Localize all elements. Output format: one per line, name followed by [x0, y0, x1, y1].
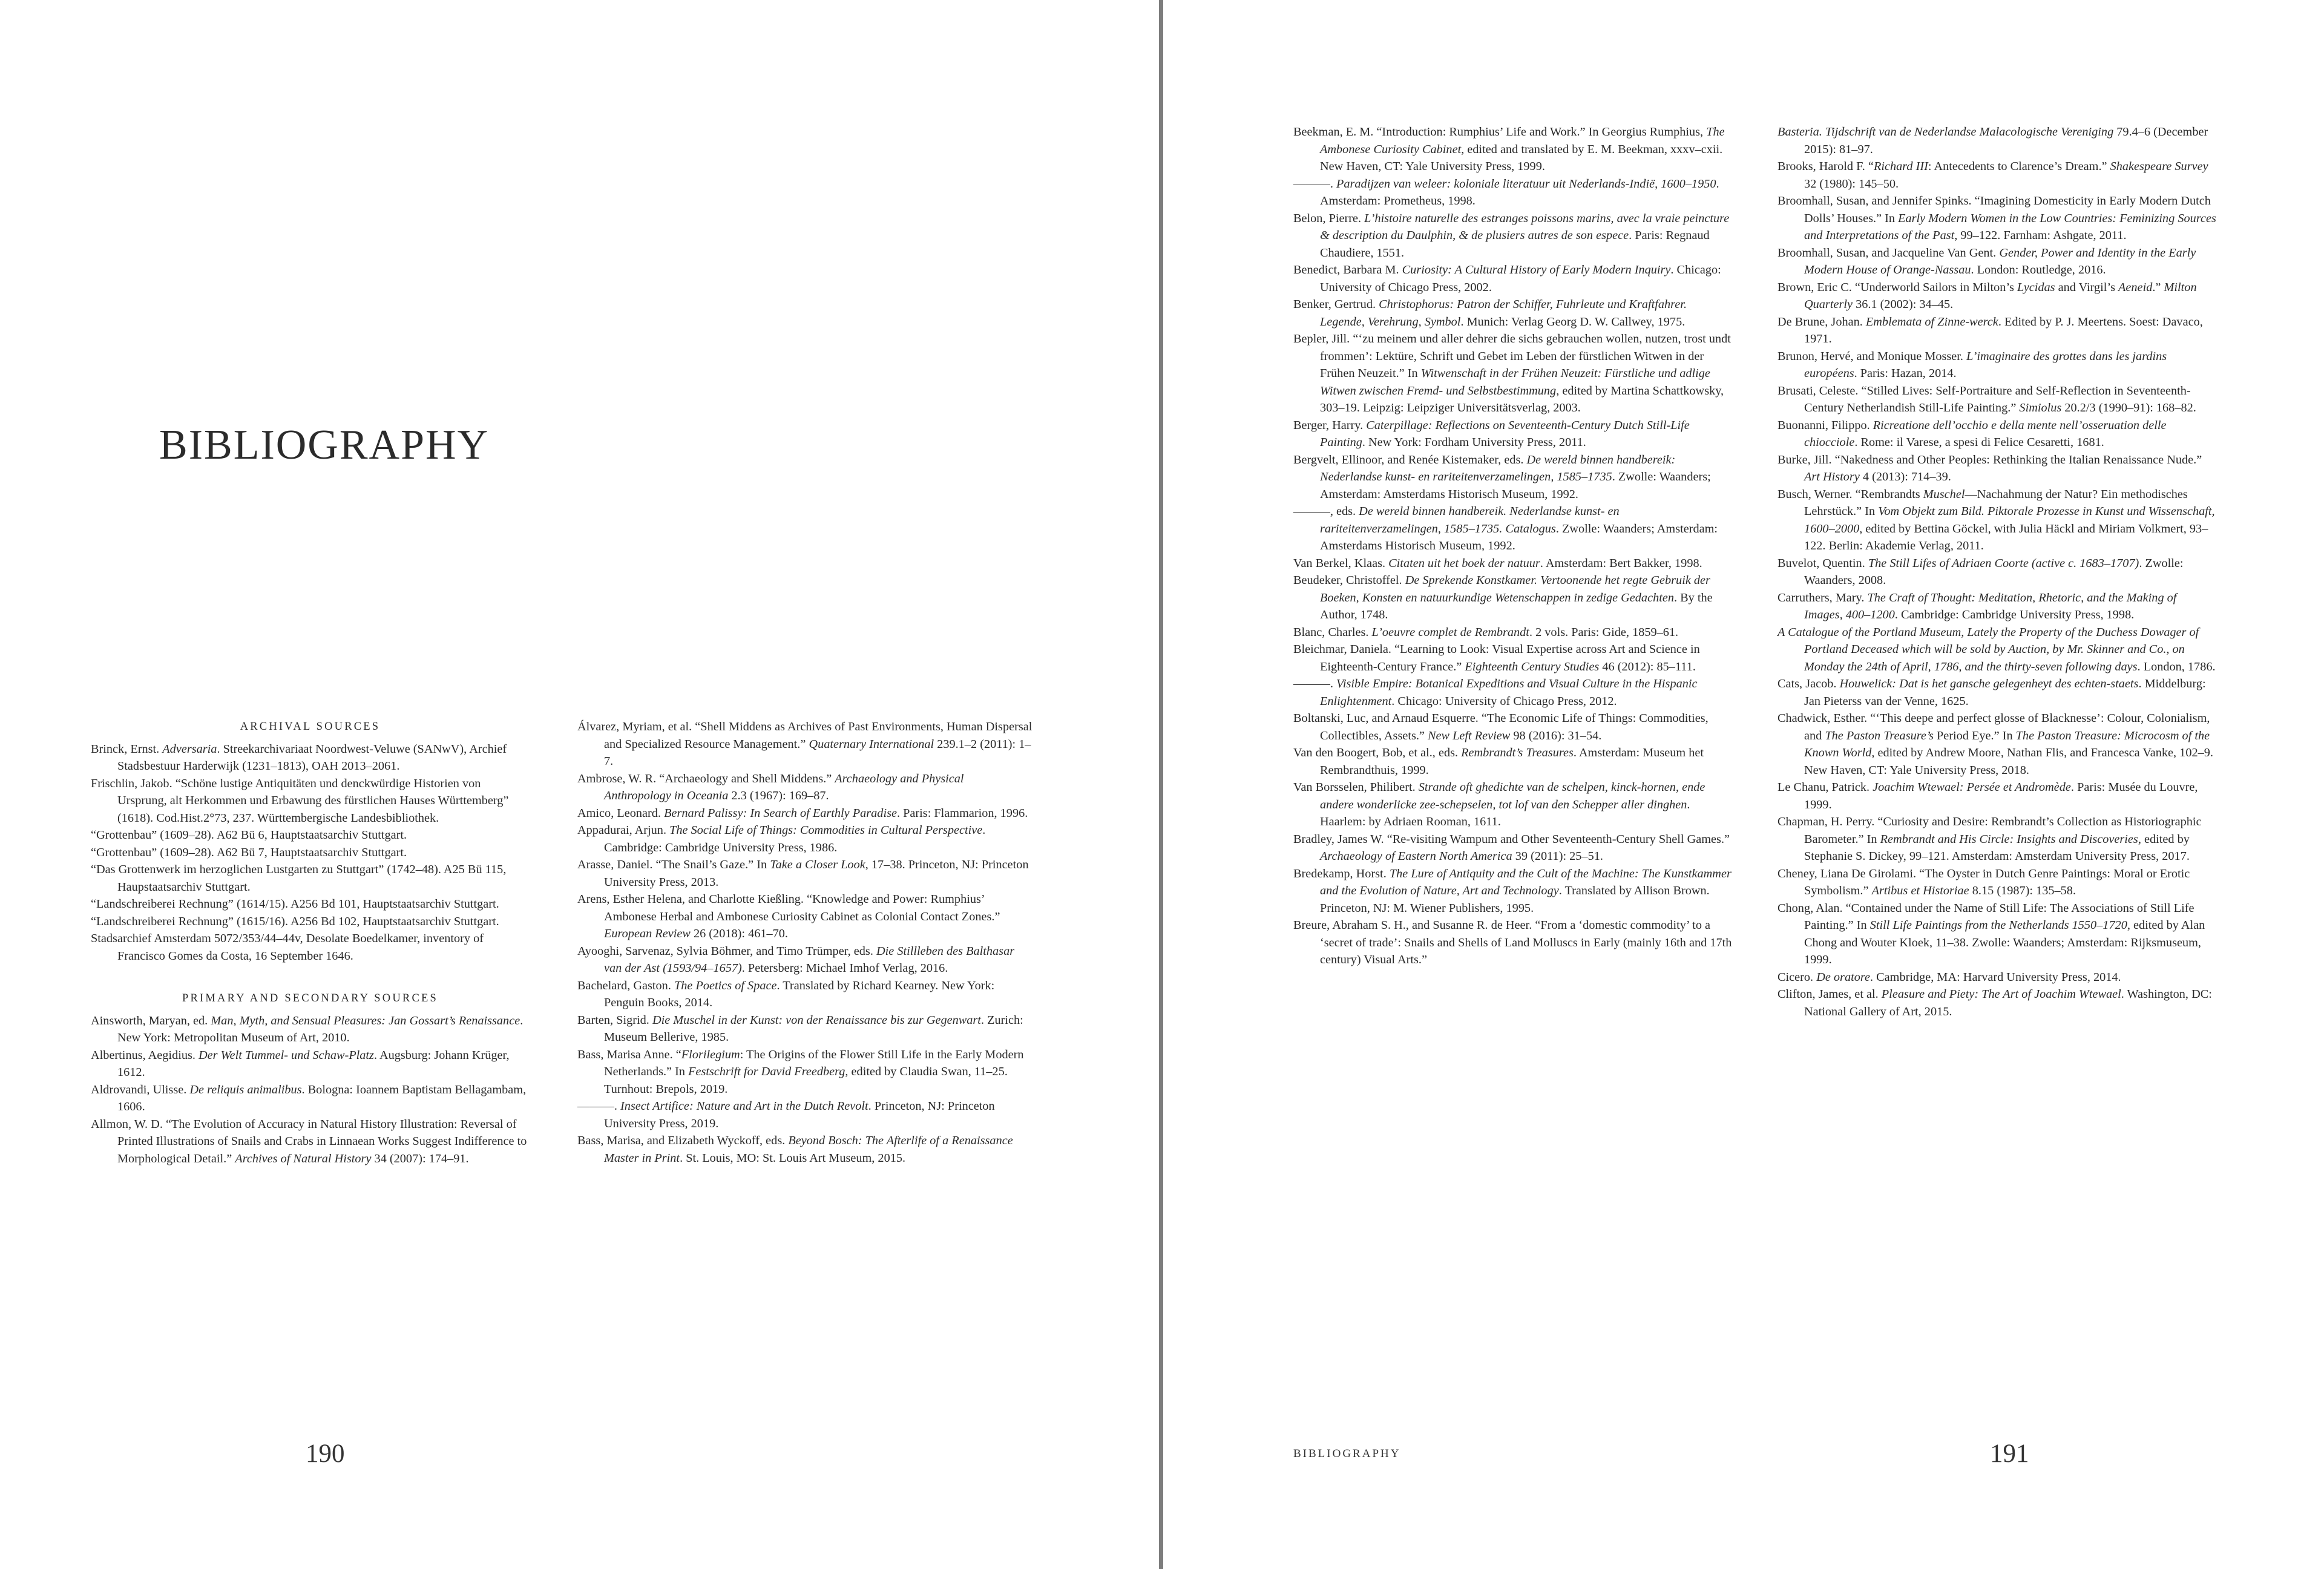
bibliography-entry: Albertinus, Aegidius. Der Welt Tummel- und Schaw-Platz. Augsburg: Johann Krüger, 1612.: [91, 1048, 510, 1079]
bibliography-entry: Chadwick, Esther. “‘This deepe and perfect glosse of Blacknesse’: Colour, Colonialism, and The Paston Treasure’s Period Eye.” In The Paston Treasure: Microcosm of the Known World, edited by Andrew Moore, Nathan Flis, and Francesca Vanke, 102–9. New Haven, CT: Yale University Press, 2018.: [1777, 712, 2213, 777]
bibliography-entry: Van Berkel, Klaas. Citaten uit het boek der natuur. Amsterdam: Bert Bakker, 1998.: [1293, 556, 1702, 570]
left-column-1: [91, 718, 530, 1167]
gutter: [1159, 0, 1163, 1569]
bibliography-entry: “Grottenbau” (1609–28). A62 Bü 6, Hauptstaatsarchiv Stuttgart.: [91, 828, 407, 842]
left-page: [0, 0, 1159, 1569]
bibliography-entry: Boltanski, Luc, and Arnaud Esquerre. “The Economic Life of Things: Commodities, Collectibles, Assets.” New Left Review 98 (2016): 31–54.: [1293, 712, 1709, 742]
bibliography-entry: A Catalogue of the Portland Museum, Lately the Property of the Duchess Dowager of Portland Deceased which will be sold by Auction, by Mr. Skinner and Co., on Monday the 24th of April, 1786, and the thirty-seven following days. London, 1786.: [1777, 625, 2216, 673]
bibliography-entry: Basteria. Tijdschrift van de Nederlandse Malacologische Vereniging 79.4–6 (December 2015): 81–97.: [1777, 125, 2208, 156]
bibliography-entry: Beekman, E. M. “Introduction: Rumphius’ Life and Work.” In Georgius Rumphius, The Ambonese Curiosity Cabinet, edited and translated by E. M. Beekman, xxxv–cxii. New Haven, CT: Yale University Press, 1999.: [1293, 125, 1725, 173]
bibliography-entry: Benker, Gertrud. Christophorus: Patron der Schiffer, Fuhrleute und Kraftfahrer. Legende, Verehrung, Symbol. Munich: Verlag Georg D. W. Callwey, 1975.: [1293, 298, 1687, 329]
bibliography-entry: Berger, Harry. Caterpillage: Reflections on Seventeenth-Century Dutch Still-Life Painting. New York: Fordham University Press, 2011.: [1293, 418, 1690, 449]
bibliography-entry: Cicero. De oratore. Cambridge, MA: Harvard University Press, 2014.: [1777, 970, 2121, 984]
bibliography-entry: Brown, Eric C. “Underworld Sailors in Milton’s Lycidas and Virgil’s Aeneid.” Milton Quarterly 36.1 (2002): 34–45.: [1777, 280, 2197, 311]
bibliography-entry: “Landschreiberei Rechnung” (1614/15). A256 Bd 101, Hauptstaatsarchiv Stuttgart.: [91, 897, 499, 911]
bibliography-entry: Breure, Abraham S. H., and Susanne R. de Heer. “From a ‘domestic commodity’ to a ‘secret of trade’: Snails and Shells of Land Molluscs in Early (mainly 16th and 17th century) Visual Arts.”: [1293, 919, 1732, 966]
bibliography-entry: Cats, Jacob. Houwelick: Dat is het gansche gelegenheyt des echten-staets. Middelburg: Jan Pieterss van der Venne, 1625.: [1777, 677, 2206, 708]
bibliography-entry: Bradley, James W. “Re-visiting Wampum and Other Seventeenth-Century Shell Games.” Archaeology of Eastern North America 39 (2011): 25–51.: [1293, 832, 1730, 863]
bibliography-entry: Barten, Sigrid. Die Muschel in der Kunst: von der Renaissance bis zur Gegenwart. Zurich: Museum Bellerive, 1985.: [577, 1013, 1023, 1044]
bibliography-entry: Brusati, Celeste. “Stilled Lives: Self-Portraiture and Self-Reflection in Seventeenth-Century Netherlandish Still-Life Painting.” Simiolus 20.2/3 (1990–91): 168–82.: [1777, 384, 2196, 414]
right-column2-entries: [1777, 123, 2217, 1020]
archival-entries: [91, 741, 530, 965]
bibliography-entry: Busch, Werner. “Rembrandts Muschel—Nachahmung der Natur? Ein methodisches Lehrstück.” In Vom Objekt zum Bild. Piktorale Prozesse in Kunst und Wissenschaft, 1600–2000, edited by Bettina Göckel, with Julia Häckl and Miriam Volkmert, 93–122. Berlin: Akademie Verlag, 2011.: [1777, 487, 2215, 552]
right-page: [1163, 0, 2324, 1569]
bibliography-entry: Brunon, Hervé, and Monique Mosser. L’imaginaire des grottes dans les jardins européens. Paris: Hazan, 2014.: [1777, 349, 2167, 380]
bibliography-entry: Van den Boogert, Bob, et al., eds. Rembrandt’s Treasures. Amsterdam: Museum het Rembrandthuis, 1999.: [1293, 746, 1704, 777]
bibliography-entry: Buonanni, Filippo. Ricreatione dell’occhio e della mente nell’osseruation delle chiocciole. Rome: il Varese, a spesi di Felice Cesaretti, 1681.: [1777, 418, 2167, 449]
bibliography-entry: Van Borsselen, Philibert. Strande oft ghedichte van de schelpen, kinck-hornen, ende andere wonderlicke zee-schepselen, tot lof van den Schepper aller dinghen. Haarlem: by Adriaen Rooman, 1611.: [1293, 781, 1705, 828]
bibliography-entry: Allmon, W. D. “The Evolution of Accuracy in Natural History Illustration: Reversal of Printed Illustrations of Snails and Crabs in Linnaean Works Suggest Indifference to Morphological Detail.” Archives of Natural History 34 (2007): 174–91.: [91, 1117, 527, 1165]
right-column-2: [1777, 123, 2217, 1020]
bibliography-entry: Arens, Esther Helena, and Charlotte Kießling. “Knowledge and Power: Rumphius’ Ambonese Herbal and Ambonese Curiosity Cabinet as Colonial Contact Zones.” European Review 26 (2018): 461–70.: [577, 893, 1000, 940]
bibliography-entry: ———, eds. De wereld binnen handbereik. Nederlandse kunst- en rariteitenverzamelingen, 1585–1735. Catalogus. Zwolle: Waanders; Amsterdam: Amsterdams Historisch Museum, 1992.: [1293, 505, 1718, 552]
bibliography-entry: Blanc, Charles. L’oeuvre complet de Rembrandt. 2 vols. Paris: Gide, 1859–61.: [1293, 625, 1679, 639]
bibliography-entry: Broomhall, Susan, and Jennifer Spinks. “Imagining Domesticity in Early Modern Dutch Dolls’ Houses.” In Early Modern Women in the Low Countries: Feminizing Sources and Interpretations of the Past, 99–122. Farnham: Ashgate, 2011.: [1777, 194, 2216, 242]
bibliography-entry: “Das Grottenwerk im herzoglichen Lustgarten zu Stuttgart” (1742–48). A25 Bü 115, Haupstaatsarchiv Stuttgart.: [91, 863, 507, 894]
primary-entries: [91, 1012, 530, 1168]
bibliography-entry: Bass, Marisa Anne. “Florilegium: The Origins of the Flower Still Life in the Early Modern Netherlands.” In Festschrift for David Freedberg, edited by Claudia Swan, 11–25. Turnhout: Brepols, 2019.: [577, 1047, 1024, 1096]
bibliography-entry: Bergvelt, Ellinoor, and Renée Kistemaker, eds. De wereld binnen handbereik: Nederlandse kunst- en rariteitenverzamelingen, 1585–1735. Zwolle: Waanders; Amsterdam: Amsterdams Historisch Museum, 1992.: [1293, 453, 1711, 501]
page-number-right: 191: [1990, 1440, 2029, 1468]
bibliography-entry: Appadurai, Arjun. The Social Life of Things: Commodities in Cultural Perspective. Cambridge: Cambridge University Press, 1986.: [577, 824, 986, 854]
bibliography-entry: Chapman, H. Perry. “Curiosity and Desire: Rembrandt’s Collection as Historiographic Barometer.” In Rembrandt and His Circle: Insights and Discoveries, edited by Stephanie S. Dickey, 99–121. Amsterdam: Amsterdam University Press, 2017.: [1777, 815, 2202, 863]
bibliography-entry: Amico, Leonard. Bernard Palissy: In Search of Earthly Paradise. Paris: Flammarion, 1996.: [577, 806, 1028, 820]
page-number-left: 190: [306, 1440, 345, 1468]
bibliography-entry: Brinck, Ernst. Adversaria. Streekarchivariaat Noordwest-Veluwe (SANwV), Archief Stadsbestuur Harderwijk (1231–1813), OAH 2013–2061.: [91, 742, 507, 773]
bibliography-entry: ———. Paradijzen van weleer: koloniale literatuur uit Nederlands-Indië, 1600–1950. Amsterdam: Prometheus, 1998.: [1293, 177, 1719, 208]
running-head: BIBLIOGRAPHY: [1293, 1447, 1401, 1460]
bibliography-entry: Burke, Jill. “Nakedness and Other Peoples: Rethinking the Italian Renaissance Nude.” Art History 4 (2013): 714–39.: [1777, 453, 2202, 483]
bibliography-entry: Benedict, Barbara M. Curiosity: A Cultural History of Early Modern Inquiry. Chicago: University of Chicago Press, 2002.: [1293, 263, 1721, 294]
column2-entries: [577, 718, 1032, 1167]
right-column-1: [1293, 123, 1734, 969]
bibliography-entry: ———. Insect Artifice: Nature and Art in the Dutch Revolt. Princeton, NJ: Princeton University Press, 2019.: [577, 1099, 995, 1130]
bibliography-entry: Ambrose, W. R. “Archaeology and Shell Middens.” Archaeology and Physical Anthropology in Oceania 2.3 (1967): 169–87.: [577, 771, 964, 802]
archival-sources-heading: ARCHIVAL SOURCES: [240, 721, 381, 733]
bibliography-entry: Beudeker, Christoffel. De Sprekende Konstkamer. Vertoonende het regte Gebruik der Boeken, Konsten en natuurkundige Wetenschappen in zedige Gedachten. By the Author, 1748.: [1293, 574, 1713, 621]
bibliography-entry: Buvelot, Quentin. The Still Lifes of Adriaen Coorte (active c. 1683–1707). Zwolle: Waanders, 2008.: [1777, 556, 2184, 587]
right-column1-entries: [1293, 123, 1734, 969]
bibliography-entry: “Landschreiberei Rechnung” (1615/16). A256 Bd 102, Hauptstaatsarchiv Stuttgart.: [91, 914, 499, 928]
bibliography-entry: ———. Visible Empire: Botanical Expeditions and Visual Culture in the Hispanic Enlightenment. Chicago: University of Chicago Press, 2012.: [1293, 677, 1698, 708]
chapter-title: BIBLIOGRAPHY: [159, 422, 490, 468]
bibliography-entry: Le Chanu, Patrick. Joachim Wtewael: Persée et Andromède. Paris: Musée du Louvre, 1999.: [1777, 781, 2198, 811]
bibliography-entry: Ainsworth, Maryan, ed. Man, Myth, and Sensual Pleasures: Jan Gossart’s Renaissance. New York: Metropolitan Museum of Art, 2010.: [91, 1014, 524, 1044]
bibliography-entry: Broomhall, Susan, and Jacqueline Van Gent. Gender, Power and Identity in the Early Modern House of Orange-Nassau. London: Routledge, 2016.: [1777, 246, 2196, 277]
bibliography-entry: Arasse, Daniel. “The Snail’s Gaze.” In Take a Closer Look, 17–38. Princeton, NJ: Princeton University Press, 2013.: [577, 858, 1029, 889]
bibliography-entry: Álvarez, Myriam, et al. “Shell Middens as Archives of Past Environments, Human Dispersal and Specialized Resource Management.” Quaternary International 239.1–2 (2011): 1–7.: [577, 720, 1032, 768]
bibliography-entry: “Grottenbau” (1609–28). A62 Bü 7, Hauptstaatsarchiv Stuttgart.: [91, 845, 407, 859]
bibliography-entry: De Brune, Johan. Emblemata of Zinne-werck. Edited by P. J. Meertens. Soest: Davaco, 1971.: [1777, 315, 2203, 346]
bibliography-entry: Bepler, Jill. “‘zu meinem und aller dehrer die sichs gebrauchen wollen, nutzen, trost undt frommen’: Lektüre, Schrift und Gebet im Leben der fürstlichen Witwen in der Frühen Neuzeit.” In Witwenschaft in der Frühen Neuzeit: Fürstliche und adlige Witwen zwischen Fremd- und Selbstbestimmung, edited by Martina Schattkowsky, 303–19. Leipzig: Leipziger Universitätsverlag, 2003.: [1293, 332, 1731, 414]
bibliography-entry: Clifton, James, et al. Pleasure and Piety: The Art of Joachim Wtewael. Washington, DC: National Gallery of Art, 2015.: [1777, 988, 2212, 1018]
bibliography-entry: Bass, Marisa, and Elizabeth Wyckoff, eds. Beyond Bosch: The Afterlife of a Renaissance Master in Print. St. Louis, MO: St. Louis Art Museum, 2015.: [577, 1134, 1013, 1165]
bibliography-entry: Stadsarchief Amsterdam 5072/353/44–44v, Desolate Boedelkamer, inventory of Francisco Gomes da Costa, 16 September 1646.: [91, 932, 484, 963]
bibliography-entry: Frischlin, Jakob. “Schöne lustige Antiquitäten und denckwürdige Historien von Ursprung, alt Herkommen und Erbawung des fürstlichen Hauses Württemberg” (1618). Cod.Hist.2°73, 237. Württembergische Landesbibliothek.: [91, 776, 509, 825]
bibliography-entry: Aldrovandi, Ulisse. De reliquis animalibus. Bologna: Ioannem Baptistam Bellagambam, 1606.: [91, 1083, 527, 1113]
bibliography-entry: Chong, Alan. “Contained under the Name of Still Life: The Associations of Still Life Painting.” In Still Life Paintings from the Netherlands 1550–1720, edited by Alan Chong and Wouter Kloek, 11–38. Zwolle: Waanders; Amsterdam: Rijksmuseum, 1999.: [1777, 901, 2205, 966]
bibliography-entry: Bachelard, Gaston. The Poetics of Space. Translated by Richard Kearney. New York: Penguin Books, 2014.: [577, 978, 995, 1009]
bibliography-entry: Bleichmar, Daniela. “Learning to Look: Visual Expertise across Art and Science in Eighteenth-Century France.” Eighteenth Century Studies 46 (2012): 85–111.: [1293, 643, 1700, 673]
bibliography-entry: Ayooghi, Sarvenaz, Sylvia Böhmer, and Timo Trümper, eds. Die Stillleben des Balthasar van der Ast (1593/94–1657). Petersberg: Michael Imhof Verlag, 2016.: [577, 944, 1015, 975]
bibliography-entry: Carruthers, Mary. The Craft of Thought: Meditation, Rhetoric, and the Making of Images, 400–1200. Cambridge: Cambridge University Press, 1998.: [1777, 591, 2177, 621]
left-column-2: [577, 718, 1032, 1167]
bibliography-entry: Belon, Pierre. L’histoire naturelle des estranges poissons marins, avec la vraie peincture & description du Daulphin, & de plusiers autres de son espece. Paris: Regnaud Chaudiere, 1551.: [1293, 211, 1730, 260]
bibliography-entry: Bredekamp, Horst. The Lure of Antiquity and the Cult of the Machine: The Kunstkammer and the Evolution of Nature, Art and Technology. Translated by Allison Brown. Princeton, NJ: M. Wiener Publishers, 1995.: [1293, 866, 1732, 915]
bibliography-entry: Cheney, Liana De Girolami. “The Oyster in Dutch Genre Paintings: Moral or Erotic Symbolism.” Artibus et Historiae 8.15 (1987): 135–58.: [1777, 866, 2190, 897]
primary-secondary-sources-heading: PRIMARY AND SECONDARY SOURCES: [182, 992, 438, 1004]
bibliography-entry: Brooks, Harold F. “Richard III: Antecedents to Clarence’s Dream.” Shakespeare Survey 32 (1980): 145–50.: [1777, 160, 2208, 191]
